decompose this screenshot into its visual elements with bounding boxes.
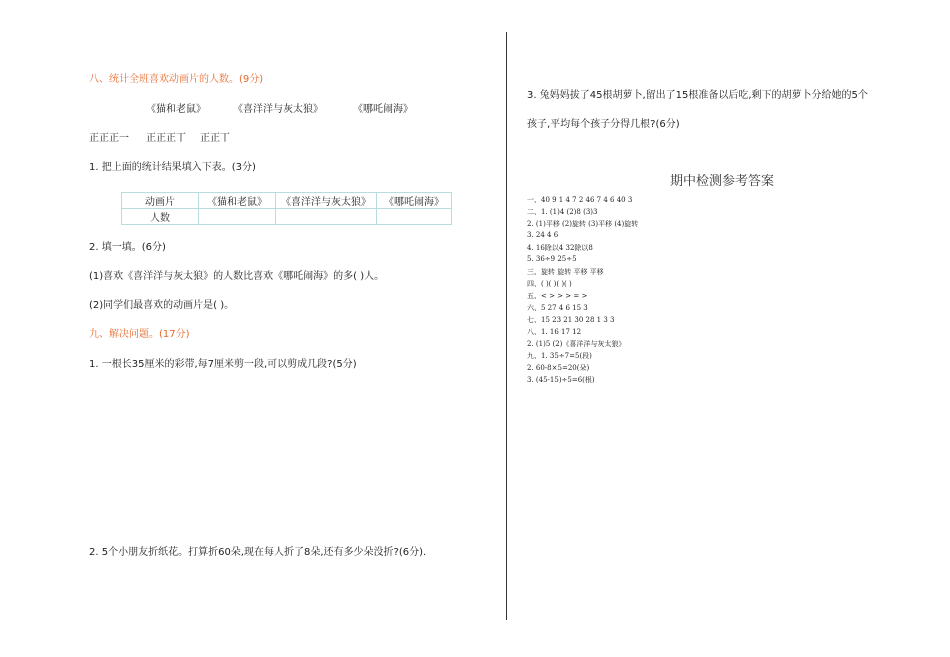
answer-line: 三、旋转 旋转 平移 平移	[527, 268, 604, 276]
answer-line: 5. 36÷9 25÷5	[527, 255, 577, 263]
answer-line: 二、1. (1)4 (2)8 (3)3	[527, 208, 598, 216]
table-cell: 《猫和老鼠》	[199, 193, 276, 209]
question-1: 1. 把上面的统计结果填入下表。(3分)	[89, 162, 256, 173]
section-8-title: 八、统计全班喜欢动画片的人数。(9分)	[89, 74, 264, 85]
film-name-1: 《猫和老鼠》	[146, 104, 206, 115]
problem-2: 2. 5个小朋友折纸花。打算折60朵,现在每人折了8朵,还有多少朵没折?(6分).	[89, 547, 427, 558]
tally-2: 正正正丅	[146, 133, 186, 144]
answer-line: 3. 24 4 6	[527, 231, 559, 239]
question-2-1: (1)喜欢《喜洋洋与灰太狼》的人数比喜欢《哪吒闹海》的多( )人。	[89, 271, 385, 282]
problem-3-line-1: 3. 兔妈妈拔了45根胡萝卜,留出了15根准备以后吃,剩下的胡萝卜分给她的5个	[527, 90, 868, 101]
answer-line: 八、1. 16 17 12	[527, 328, 582, 336]
answer-line: 四、( )( )( )( )	[527, 280, 572, 288]
answer-line: 七、15 23 21 30 28 1 3 3	[527, 316, 615, 324]
answer-line: 九、1. 35÷7=5(段)	[527, 352, 592, 360]
answer-line: 六、5 27 4 6 15 3	[527, 304, 588, 312]
table-cell-empty[interactable]	[199, 209, 276, 225]
tally-1: 正正正一	[89, 133, 129, 144]
answer-line: 3. (45-15)÷5=6(根)	[527, 376, 595, 384]
problem-3-line-2: 孩子,平均每个孩子分得几根?(6分)	[527, 119, 680, 130]
table-row	[122, 209, 452, 225]
column-divider	[506, 32, 507, 620]
table-row	[122, 193, 452, 209]
table-cell-empty[interactable]	[377, 209, 452, 225]
section-9-title: 九、解决问题。(17分)	[89, 329, 190, 340]
table-cell-empty[interactable]	[276, 209, 377, 225]
table-cell: 《哪吒闹海》	[377, 193, 452, 209]
answer-line: 4. 16除以4 32除以8	[527, 244, 593, 252]
statistics-table	[121, 192, 452, 225]
table-cell: 动画片	[122, 193, 199, 209]
answer-line: 2. (1)5 (2)《喜洋洋与灰太狼》	[527, 340, 626, 348]
table-cell: 人数	[122, 209, 199, 225]
table-cell: 《喜洋洋与灰太狼》	[276, 193, 377, 209]
answer-line: 2. 60-8×5=20(朵)	[527, 364, 590, 372]
answer-line: 2. (1)平移 (2)旋转 (3)平移 (4)旋转	[527, 220, 639, 228]
answer-line: 一、40 9 1 4 7 2 46 7 4 6 40 3	[527, 196, 633, 204]
film-name-3: 《哪吒闹海》	[353, 104, 413, 115]
answer-key-title: 期中检测参考答案	[670, 174, 775, 189]
film-name-2: 《喜洋洋与灰太狼》	[233, 104, 323, 115]
answer-line: 五、< > > > = >	[527, 292, 588, 300]
tally-3: 正正丅	[200, 133, 230, 144]
question-2: 2. 填一填。(6分)	[89, 242, 166, 253]
question-2-2: (2)同学们最喜欢的动画片是( )。	[89, 300, 235, 311]
problem-1: 1. 一根长35厘米的彩带,每7厘米剪一段,可以剪成几段?(5分)	[89, 359, 357, 370]
